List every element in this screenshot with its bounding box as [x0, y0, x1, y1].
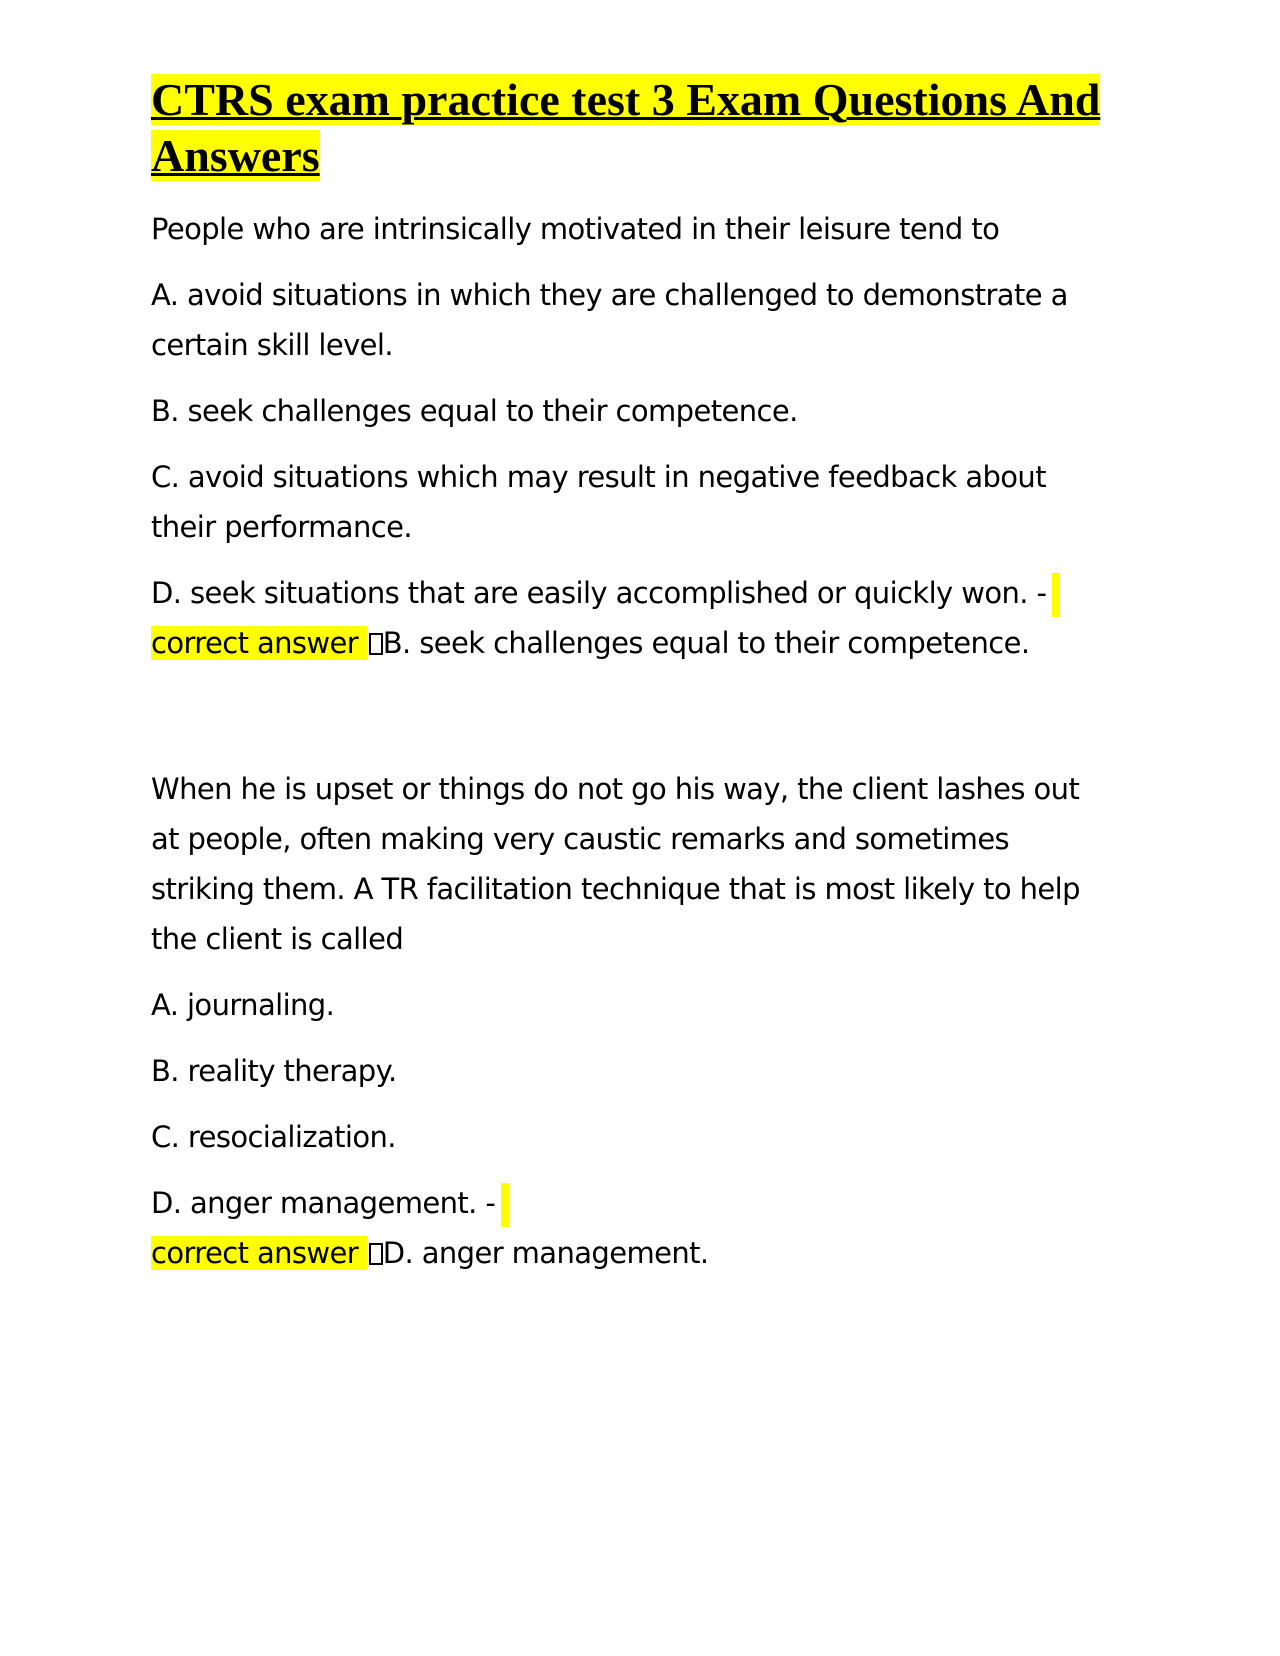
missing-glyph-icon: [369, 633, 383, 655]
option-b: B. seek challenges equal to their competence.: [151, 394, 798, 428]
answer-text: D. anger management.: [382, 1236, 709, 1270]
option-d-text: D. anger management. -: [151, 1186, 496, 1220]
answer-label: correct answer: [151, 1236, 367, 1270]
option-c: C. resocialization.: [151, 1120, 396, 1154]
answer-text: B. seek challenges equal to their competence.: [382, 626, 1030, 660]
option-a: A. journaling.: [151, 988, 335, 1022]
question-stem: People who are intrinsically motivated in their leisure tend to: [151, 212, 1000, 246]
highlight-marker: [1052, 573, 1060, 617]
option-d: [151, 1178, 1111, 1228]
highlight-marker: [501, 1183, 509, 1227]
option-c: C. avoid situations which may result in negative feedback about their performance.: [151, 460, 1046, 544]
option-a: A. avoid situations in which they are challenged to demonstrate a certain skill level.: [151, 278, 1068, 362]
spacer: [151, 684, 1111, 764]
missing-glyph-icon: [369, 1243, 383, 1265]
option-d-text: D. seek situations that are easily accomplished or quickly won. -: [151, 576, 1047, 610]
document-title: [151, 72, 1111, 184]
question-stem: When he is upset or things do not go his way, the client lashes out at people, often making very caustic remarks and sometimes striking them. A TR facilitation technique that is most likely to help the client is called: [151, 772, 1080, 956]
title-text: CTRS exam practice test 3 Exam Questions And Answers: [151, 74, 1101, 181]
document-page: [151, 72, 1111, 1294]
question-2: [151, 764, 1111, 1278]
option-b: B. reality therapy.: [151, 1054, 397, 1088]
answer-line: [151, 618, 1111, 668]
answer-line: [151, 1228, 1111, 1278]
option-d: [151, 568, 1111, 618]
answer-label: correct answer: [151, 626, 367, 660]
question-1: [151, 204, 1111, 668]
